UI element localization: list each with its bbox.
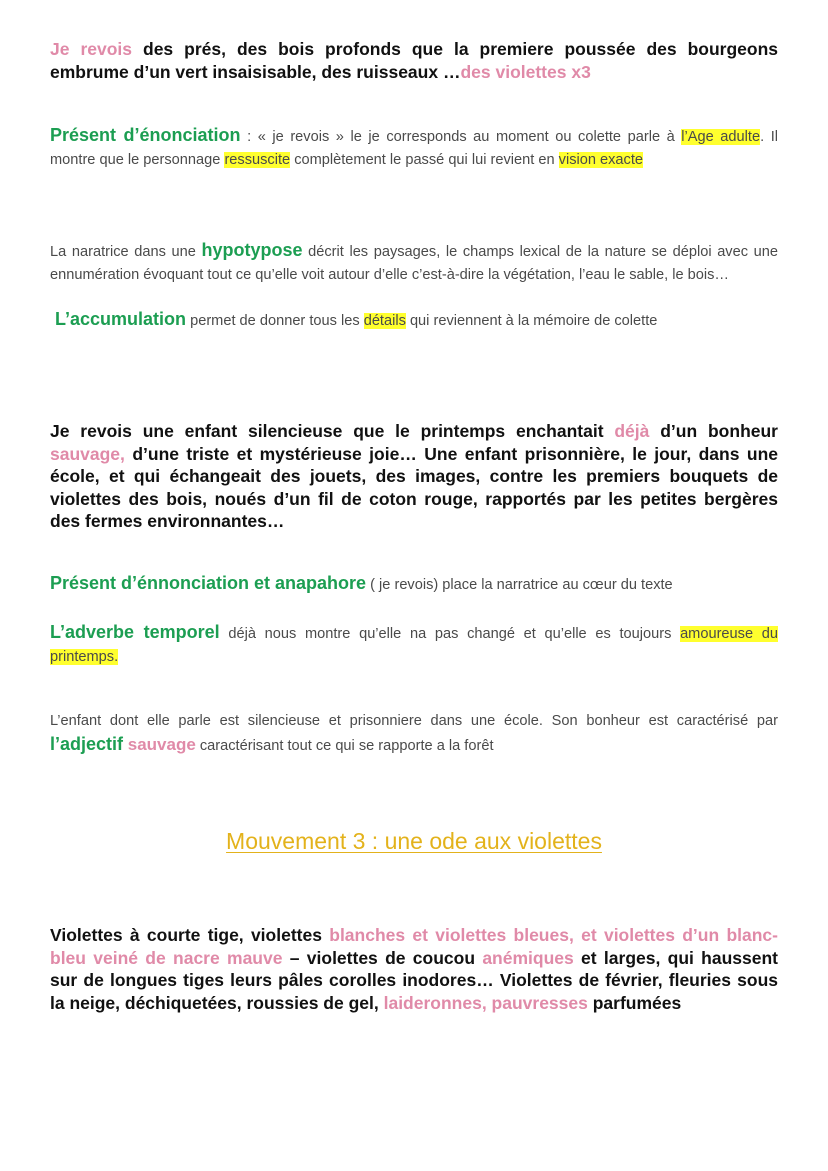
quote-2-text: d’un bonheur: [649, 421, 778, 441]
note-text: L’enfant dont elle parle est silencieuse et prisonniere dans une école. Son bonheur est caractérisé par: [50, 713, 778, 729]
note-present-enonciation: [50, 124, 778, 171]
quote-1-text: des prés, des bois profonds que la premiere poussée des bourgeons embrume d’un vert insaisisable, des ruisseaux …: [50, 39, 778, 82]
quote-2-highlight-deja: déjà: [614, 421, 650, 441]
quote-1: [50, 38, 778, 83]
note-text: décrit les paysages, le champs lexical de la nature se déploi avec une ennumération évoquant tout ce qu’elle voit autour d’elle c’est-à-dire la végétation, l’eau le sable, le bois…: [50, 244, 778, 283]
term-adjectif: l’adjectif: [50, 733, 124, 754]
quote-3-highlight-anemiques: anémiques: [482, 947, 574, 968]
quote-2-text: d’une triste et mystérieuse joie… Une enfant prisonnière, le jour, dans une école, et qui échangeait des jouets, des images, contre les premiers bouquets de violettes des bois, noués d’un fil de coton rouge, rapportés par les petites bergères des fermes environnantes…: [50, 443, 778, 531]
quote-3-text: Violettes à courte tige, violettes: [50, 925, 330, 945]
highlight-details: détails: [363, 313, 406, 329]
quote-2: [50, 420, 778, 533]
note-hypotypose: [50, 239, 778, 286]
quote-2-highlight-sauvage: sauvage,: [50, 443, 125, 464]
term-present-anaphore: Présent d’énnonciation et anapahore: [50, 573, 367, 593]
quote-3-highlight-couleurs: blanches et violettes bleues, et violettes d’un blanc-bleu veiné de nacre mauve: [50, 925, 778, 968]
term-accumulation: L’accumulation: [55, 309, 187, 329]
quote-3-highlight-laideronnes: laideronnes, pauvresses: [383, 992, 588, 1013]
term-hypotypose: hypotypose: [201, 240, 303, 260]
note-text: complètement le passé qui lui revient en: [290, 151, 559, 168]
quote-1-highlight-je-revois: Je revois: [50, 39, 133, 59]
quote-3-text: – violettes de coucou: [282, 947, 483, 968]
note-text: La naratrice dans une: [50, 244, 202, 260]
term-adverbe-temporel: L’adverbe temporel: [50, 622, 220, 642]
note-text: . Il montre que le personnage: [50, 129, 778, 168]
term-present-enonciation: Présent d’énonciation: [50, 125, 241, 145]
quote-3-text: et larges, qui haussent sur de longues tiges leurs pâles corolles inodores… Violettes de février, fleuries sous la neige, déchiquetées, roussies de gel,: [50, 947, 778, 1013]
section-heading-text: Mouvement 3 : une ode aux violettes: [226, 828, 602, 854]
quote-2-text: Je revois une enfant silencieuse que le printemps enchantait: [50, 421, 615, 441]
note-anaphore: [50, 572, 778, 597]
section-heading: [0, 828, 828, 855]
highlight-ressuscite: ressuscite: [224, 151, 291, 168]
note-text: ( je revois) place la narratrice au cœur du texte: [366, 577, 673, 593]
quote-3-text: parfumées: [587, 992, 682, 1013]
note-accumulation: [55, 308, 783, 333]
note-text: : « je revois » le je corresponds au moment ou colette parle à: [240, 129, 682, 145]
note-adverbe-temporel: [50, 621, 778, 668]
highlight-age-adulte: l’Age adulte: [681, 129, 761, 145]
note-text: permet de donner tous les: [186, 313, 364, 329]
quote-1-highlight-violettes: des violettes x3: [460, 61, 591, 82]
note-text: qui reviennent à la mémoire de colette: [405, 313, 658, 329]
highlight-vision-exacte: vision exacte: [558, 151, 644, 168]
note-text: caractérisant tout ce qui se rapporte a la forêt: [195, 737, 494, 754]
quote-3: [50, 924, 778, 1014]
highlight-amoureuse: amoureuse du printemps.: [50, 626, 778, 665]
note-text: déjà nous montre qu’elle na pas changé et qu’elle es toujours: [219, 626, 681, 642]
highlight-sauvage: sauvage: [123, 734, 196, 754]
note-adjectif: [50, 710, 778, 757]
